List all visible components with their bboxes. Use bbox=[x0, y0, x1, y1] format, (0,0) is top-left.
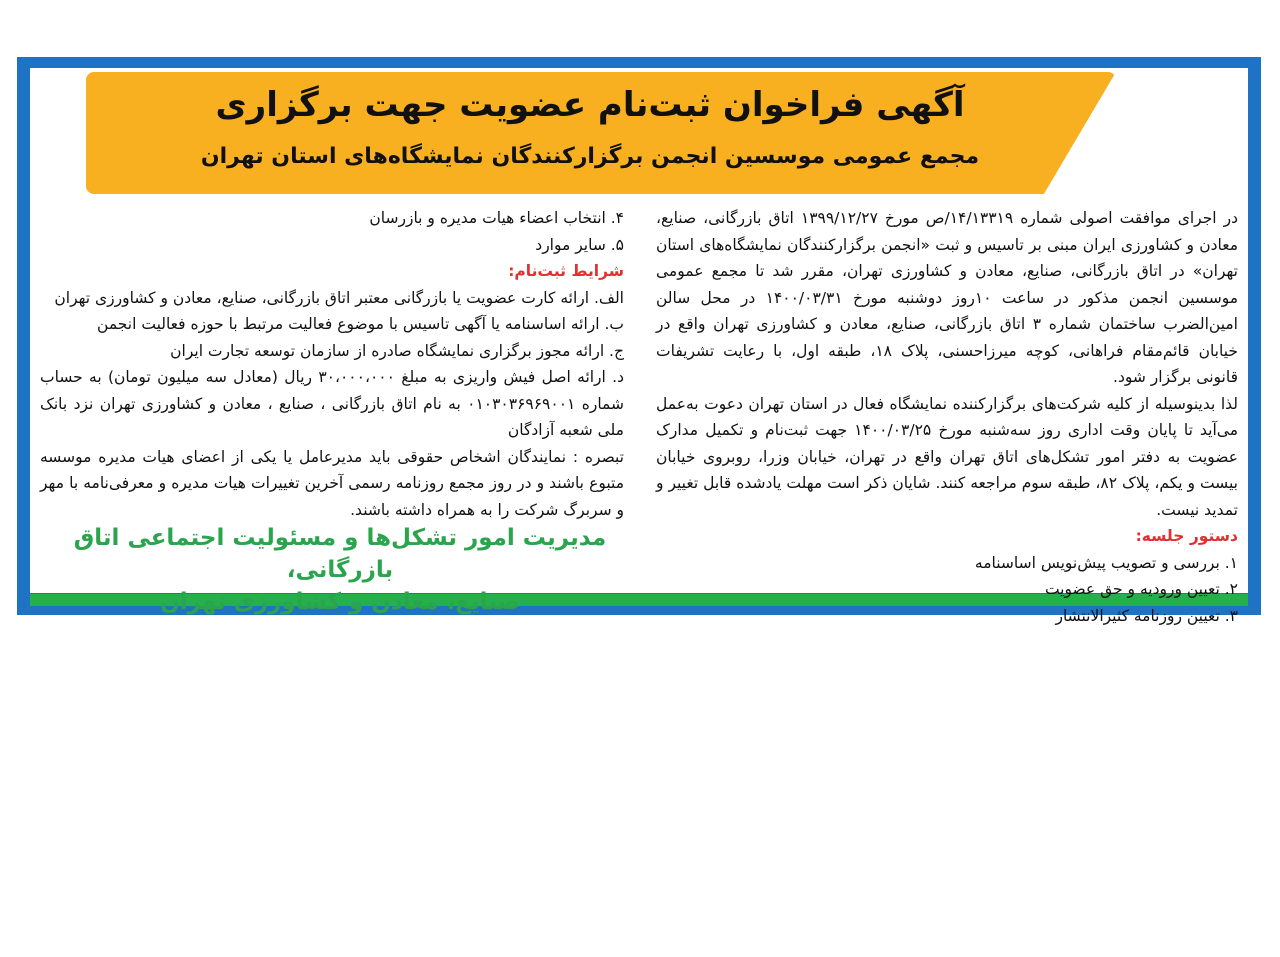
agenda-item: ۱. بررسی و تصویب پیش‌نویس اساسنامه bbox=[974, 553, 1238, 572]
intro-paragraph: در اجرای موافقت اصولی شماره ۱۴/۱۳۳۱۹/ص مورخ ۱۳۹۹/۱۲/۲۷ اتاق بازرگانی، صنایع، معادن و کشاورزی ایران مبنی بر تاسیس و ثبت «انجمن برگزارکنندگان نمایشگاه‌های استان تهران» در اتاق بازرگانی، صنایع، معادن و کشاورزی تهران، مقرر شد تا مجمع عمومی موسسین انجمن مذکور در ساعت ۱۰روز دوشنبه مورخ ۱۴۰۰/۰۳/۳۱ در محل سالن امین‌الضرب ساختمان شماره ۳ اتاق بازرگانی، صنایع، معادن و کشاورزی تهران واقع در خیابان قائم‌مقام فراهانی، کوچه میرزاحسنی، پلاک ۱۸، طبقه اول، با رعایت تشریفات قانونی برگزار شود. bbox=[656, 209, 1239, 386]
agenda-heading: دستور جلسه: bbox=[1135, 527, 1238, 545]
condition-item: ب. ارائه اساسنامه یا آگهی تاسیس با موضوع فعالیت مرتبط با حوزه فعالیت انجمن bbox=[97, 315, 624, 333]
left-column bbox=[40, 205, 624, 523]
agenda-item: ۲. تعیین ورودیه و حق عضویت bbox=[1044, 580, 1238, 598]
page-title: آگهی فراخوان ثبت‌نام عضویت جهت برگزاری bbox=[215, 85, 965, 125]
signature-line: مدیریت امور تشکل‌ها و مسئولیت اجتماعی اتاق بازرگانی، bbox=[73, 525, 607, 583]
condition-note: تبصره : نمایندگان اشخاص حقوقی باید مدیرعامل یا یکی از اعضای هیات مدیره موسسه متبوع باشند و در روز مجمع روزنامه رسمی آخرین تغییرات هیات مدیره و معرفی‌نامه با مهر و سربرگ شرکت را به همراه داشته باشند. bbox=[40, 447, 624, 519]
page-subtitle: مجمع عمومی موسسین انجمن برگزارکنندگان نمایشگاه‌های استان تهران bbox=[200, 144, 980, 169]
agenda-item: ۳. تعیین روزنامه کثیرالانتشار bbox=[1055, 606, 1238, 625]
agenda-item: ۴. انتخاب اعضاء هیات مدیره و بازرسان bbox=[369, 209, 624, 227]
signature-line: صنایع، معادن و کشاورزی تهران bbox=[160, 589, 520, 615]
signature-block bbox=[40, 522, 640, 618]
condition-item: الف. ارائه کارت عضویت یا بازرگانی معتبر اتاق بازرگانی، صنایع، معادن و کشاورزی تهران bbox=[54, 288, 624, 307]
condition-item: ج. ارائه مجوز برگزاری نمایشگاه صادره از سازمان توسعه تجارت ایران bbox=[170, 341, 624, 360]
conditions-heading: شرایط ثبت‌نام: bbox=[508, 262, 624, 280]
condition-item: د. ارائه اصل فیش واریزی به مبلغ ۳۰،۰۰۰،۰۰۰ ریال (معادل سه میلیون تومان) به حساب شماره ۰۱۰۳۰۳۶۹۶۹۰۰۱ به نام اتاق بازرگانی ، صنایع ، معادن و کشاورزی تهران نزد بانک ملی شعبه آزادگان bbox=[40, 368, 624, 439]
agenda-item: ۵. سایر موارد bbox=[535, 235, 624, 254]
invitation-paragraph: لذا بدینوسیله از کلیه شرکت‌های برگزارکننده نمایشگاه فعال در استان تهران دعوت به‌عمل می‌آید تا پایان وقت اداری روز سه‌شنبه مورخ ۱۴۰۰/۰۳/۲۵ جهت ثبت‌نام و تکمیل مدارک عضویت به دفتر امور تشکل‌های اتاق تهران واقع در تهران، خیابان وزرا، روبروی خیابان بیست و یکم، پلاک ۸۲، طبقه سوم مراجعه کنند. شایان ذکر است مهلت یادشده قابل تغییر و تمدید نیست. bbox=[656, 394, 1238, 519]
right-column bbox=[656, 205, 1238, 629]
